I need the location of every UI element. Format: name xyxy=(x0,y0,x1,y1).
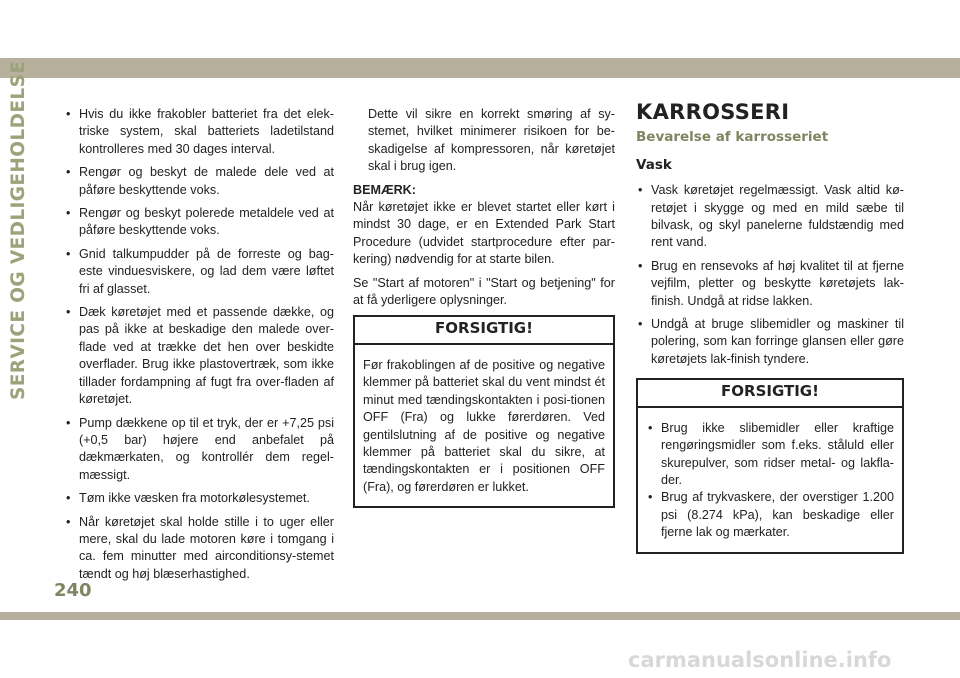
bullet-item: • Vask køretøjet regelmæssigt. Vask altid kø-retøjet i skygge og med en mild sæbe til bilvask, og skyl panelerne fuldstændig med rent vand. xyxy=(636,182,904,252)
caution-bullet-list xyxy=(646,420,894,542)
page-number: 240 xyxy=(54,580,92,601)
footer-bar xyxy=(0,612,960,620)
continuation-paragraph: Dette vil sikre en korrekt smøring af sy-stemet, hvilket minimerer risikoen for be-skadigelse af kompressoren, når køretøjet skal i brug igen. xyxy=(368,107,615,174)
column-2 xyxy=(353,106,615,508)
caution-text: Før frakoblingen af de positive og negative klemmer på batteriet skal du vent mindst ét minut med tændingskontakten i posi-tionen OFF (Fra) og lukke førerdøren. Ved gentilslutning af de positive og negative klemmer på batteriet skal du sikre, at tændingskontakten er i positionen OFF (Fra), og førerdøren er lukket. xyxy=(363,357,605,494)
chapter-side-label: SERVICE OG VEDLIGEHOLDELSE xyxy=(8,60,29,400)
subsection-title: Bevarelse af karrosseriet xyxy=(636,129,829,146)
column-3 xyxy=(636,100,904,554)
reference-text: Se "Start af motoren" i "Start og betjening" for at få yderligere oplysninger. xyxy=(353,275,615,308)
section-title: KARROSSERI xyxy=(636,100,790,124)
header-bar xyxy=(0,58,960,78)
note-text: Når køretøjet ikke er blevet startet eller kørt i mindst 30 dage, er en Extended Park Start Procedure (udvidet startprocedure efter par-kering) nødvendig for at starte bilen. xyxy=(353,200,615,267)
bullet-item: • Hvis du ikke frakobler batteriet fra det elek-triske system, skal batteriets ladetilstand kontrolleres med 30 dages interval. xyxy=(64,106,334,158)
caution-box xyxy=(353,315,615,508)
bullet-item: • Dæk køretøjet med et passende dække, og pas på ikke at beskadige den malede over-flade ved at trække det hen over beskidte overflader. Brug ikke plastovertræk, som ikke tillader fordampning af fugt fra over-fladen af køretøjet. xyxy=(64,304,334,408)
column-1 xyxy=(64,106,334,589)
bullet-item: • Rengør og beskyt de malede dele ved at påføre beskyttende voks. xyxy=(64,164,334,199)
caution-title: FORSIGTIG! xyxy=(355,317,613,344)
note-label: BEMÆRK: xyxy=(353,182,416,197)
bullet-item: • Pump dækkene op til et tryk, der er +7,25 psi (+0,5 bar) højere end anbefalet på dækmærkaten, og kontrollér dem regel-mæssigt. xyxy=(64,415,334,485)
storage-bullet-list xyxy=(64,106,334,583)
caution-title: FORSIGTIG! xyxy=(638,380,902,407)
bullet-item: • Brug en rensevoks af høj kvalitet til at fjerne vejfilm, pletter og beskytte køretøjets lak-finish. Undgå at ridse lakken. xyxy=(636,258,904,310)
bullet-item: • Tøm ikke væsken fra motorkølesystemet. xyxy=(64,490,334,507)
caution-box xyxy=(636,378,904,553)
bullet-item: • Undgå at bruge slibemidler og maskiner til polering, som kan forringe glansen eller gøre køretøjets lak-finish tyndere. xyxy=(636,316,904,368)
subsubsection-title: Vask xyxy=(636,156,672,173)
bullet-item: • Rengør og beskyt polerede metaldele ved at påføre beskyttende voks. xyxy=(64,205,334,240)
watermark-text: carmanualsonline.info xyxy=(628,648,892,672)
bullet-item: • Når køretøjet skal holde stille i to uger eller mere, skal du lade motoren køre i tomgang i ca. fem minutter med airconditionsy-stemet tændt og høj blæserhastighed. xyxy=(64,514,334,584)
caution-body xyxy=(638,408,902,552)
caution-bullet-item: • Brug af trykvaskere, der overstiger 1.200 psi (8.274 kPa), kan beskadige eller fjerne lak og mærkater. xyxy=(646,489,894,541)
caution-body xyxy=(355,345,613,506)
caution-bullet-item: • Brug ikke slibemidler eller kraftige rengøringsmidler som f.eks. ståluld eller skurepulver, som ridser metal- og lakfla-der. xyxy=(646,420,894,490)
wash-bullet-list xyxy=(636,182,904,368)
bullet-item: • Gnid talkumpudder på de forreste og bag-este vinduesviskere, og lad dem være løftet fri af glasset. xyxy=(64,246,334,298)
